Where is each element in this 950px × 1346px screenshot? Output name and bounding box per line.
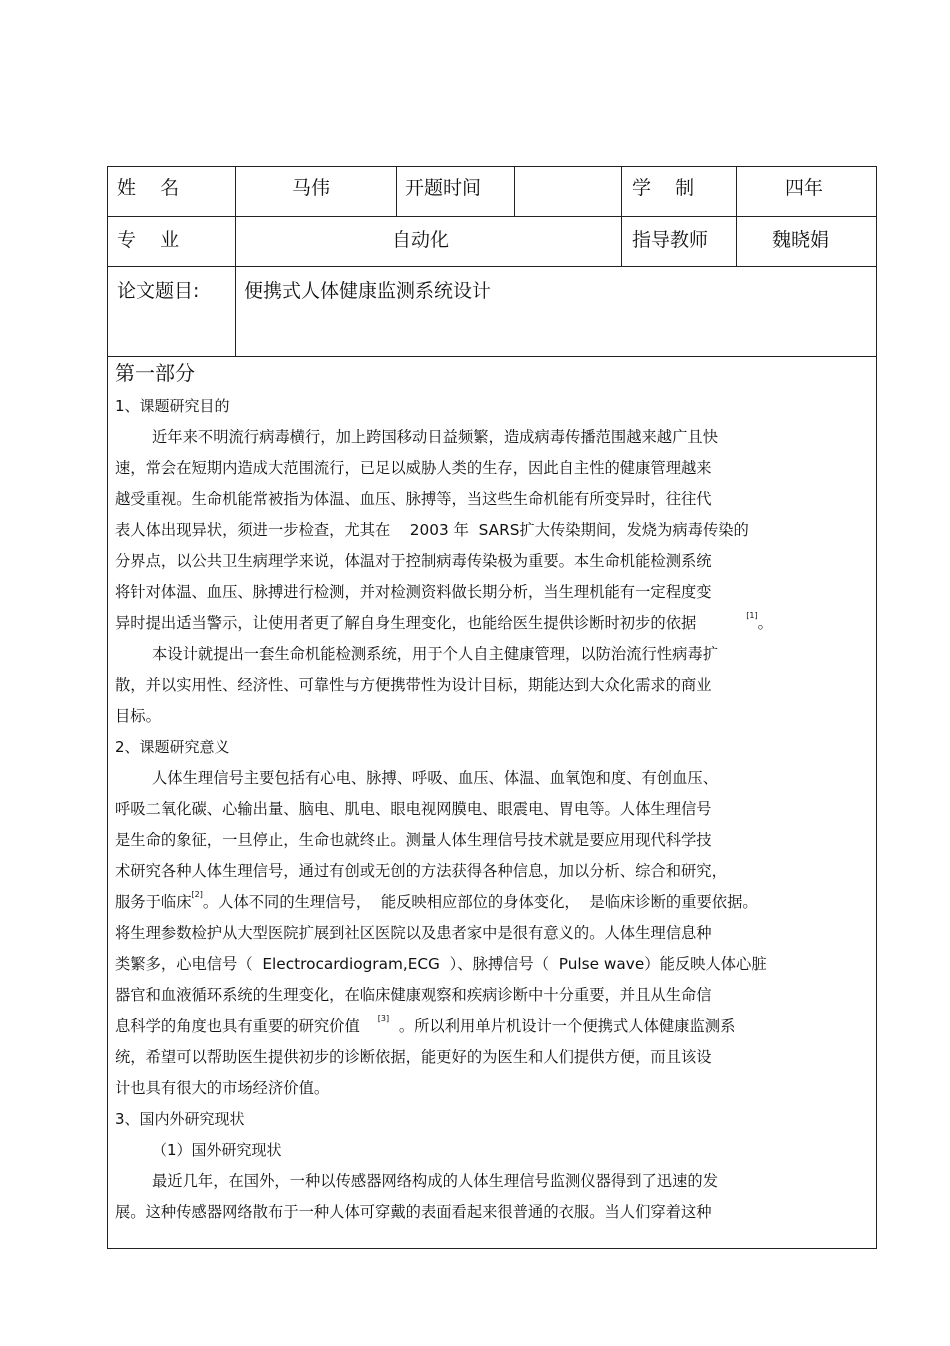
paragraph-line: 速，常会在短期内造成大范围流行，已足以威胁人类的生存，因此自主性的健康管理越来 [115,459,712,477]
section-title-status: 3、国内外研究现状 [115,1110,245,1128]
paragraph-text: 。人体不同的生理信号， 能反映相应部位的身体变化， 是临床诊断的重要依据。 [202,893,758,911]
section-title-purpose: 1、课题研究目的 [115,397,230,415]
part-title: 第一部分 [115,361,195,385]
paragraph-line: 将针对体温、血压、脉搏进行检测，并对检测资料做长期分析，当生理机能有一定程度变 [115,583,712,601]
table-col-divider [621,166,622,266]
table-col-divider [736,166,737,266]
paragraph-line: 近年来不明流行病毒横行，加上跨国移动日益频繁，造成病毒传播范围越来越广且快 [152,428,718,446]
paragraph-line: 散，并以实用性、经济性、可靠性与方便携带性为设计目标，期能达到大众化需求的商业 [115,676,712,694]
paragraph-line: 计也具有很大的市场经济价值。 [115,1079,330,1097]
paragraph-line: 展。这种传感器网络散布于一种人体可穿戴的表面看起来很普通的衣服。当人们穿着这种 [115,1203,712,1221]
section-title-significance: 2、课题研究意义 [115,738,230,756]
table-col-divider [514,166,515,216]
paragraph-line [115,608,867,639]
name-value: 马伟 [292,177,331,199]
paragraph-line: 本设计就提出一套生命机能检测系统，用于个人自主健康管理，以防治流行性病毒扩 [152,645,718,663]
paragraph-line: 呼吸二氧化碳、心输出量、脑电、肌电、眼电视网膜电、眼震电、胃电等。人体生理信号 [115,800,712,818]
major-value: 自动化 [392,229,450,251]
citation-ref-1: [1] [746,611,758,620]
paragraph-line [115,1011,867,1042]
subsection-title-foreign: （1）国外研究现状 [152,1141,282,1159]
paragraph-line: 统，希望可以帮助医生提供初步的诊断依据，能更好的为医生和人们提供方便，而且该设 [115,1048,712,1066]
paragraph-line: 器官和血液循环系统的生理变化，在临床健康观察和疾病诊断中十分重要，并且从生命信 [115,986,712,1004]
schooling-label: 学 制 [632,177,695,199]
paragraph-line [115,887,867,918]
paragraph-line: 人体生理信号主要包括有心电、脉搏、呼吸、血压、体温、血氧饱和度、有创血压、 [152,769,718,787]
paragraph-line: 表人体出现异状，须进一步检查，尤其在 2003 年 SARS扩大传染期间，发烧为病毒传染的 [115,521,749,539]
major-label: 专 业 [117,229,180,251]
paragraph-line: 类繁多，心电信号（ Electrocardiogram,ECG ）、脉搏信号（ Pulse wave）能反映人体心脏 [115,955,767,973]
paragraph-line: 越受重视。生命机能常被指为体温、血压、脉搏等，当这些生命机能有所变异时，往往代 [115,490,712,508]
table-col-divider [235,166,236,356]
table-row-divider [107,356,877,357]
schooling-value: 四年 [785,177,824,199]
paragraph-line: 是生命的象征，一旦停止，生命也就终止。测量人体生理信号技术就是要应用现代科学技 [115,831,712,849]
paragraph-text: 。 [757,614,773,632]
table-row-divider [107,266,877,267]
citation-ref-2: [2] [191,890,203,899]
paragraph-line: 将生理参数检护从大型医院扩展到社区医院以及患者家中是很有意义的。人体生理信息种 [115,924,712,942]
table-row-divider [107,216,877,217]
start-time-label: 开题时间 [405,177,482,199]
paragraph-text: 异时提出适当警示，让使用者更了解自身生理变化，也能给医生提供诊断时初步的依据 [115,614,697,632]
proposal-body [115,358,867,1228]
paragraph-line: 目标。 [115,707,161,725]
topic-value: 便携式人体健康监测系统设计 [244,280,492,302]
topic-label: 论文题目: [117,280,200,302]
paragraph-text: 息科学的角度也具有重要的研究价值 [115,1017,360,1035]
paragraph-line: 分界点，以公共卫生病理学来说，体温对于控制病毒传染极为重要。本生命机能检测系统 [115,552,712,570]
paragraph-line: 术研究各种人体生理信号，通过有创或无创的方法获得各种信息，加以分析、综合和研究， [115,862,727,880]
advisor-label: 指导教师 [632,229,709,251]
paragraph-line: 最近几年，在国外，一种以传感器网络构成的人体生理信号监测仪器得到了迅速的发 [152,1172,718,1190]
table-col-divider [396,166,397,216]
name-label: 姓 名 [117,177,180,199]
paragraph-text: 服务于临床 [115,893,192,911]
citation-ref-3: [3] [377,1014,390,1023]
advisor-value: 魏晓娟 [772,229,830,251]
paragraph-text: 。所以利用单片机设计一个便携式人体健康监测系 [389,1017,736,1035]
